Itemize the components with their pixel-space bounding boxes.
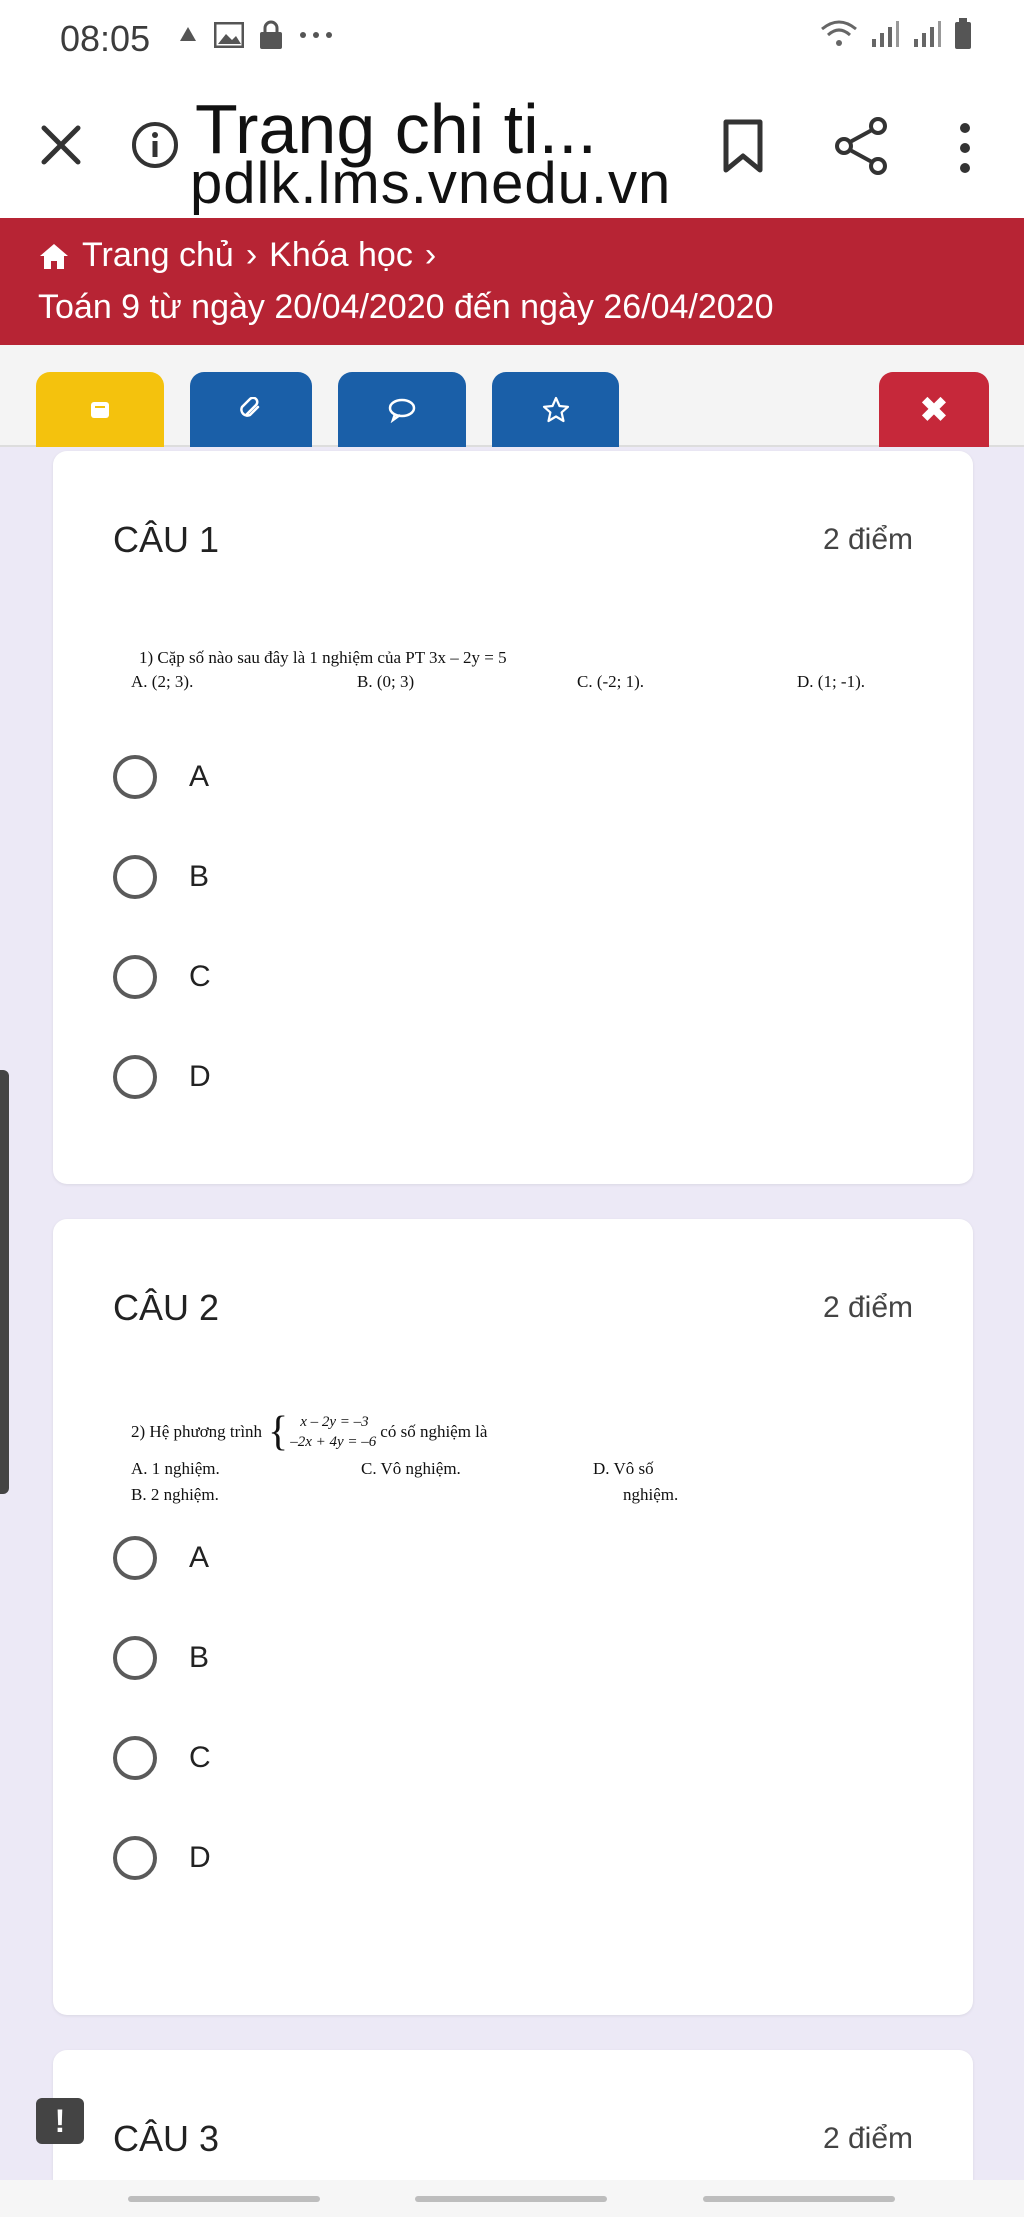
option-a[interactable] bbox=[113, 727, 211, 827]
radio-button[interactable] bbox=[113, 1055, 157, 1099]
breadcrumb-banner bbox=[0, 218, 1024, 345]
question-stem: 2) Hệ phương trình bbox=[131, 1422, 263, 1441]
status-time: 08:05 bbox=[60, 18, 151, 59]
question-title: CÂU 3 bbox=[113, 2118, 220, 2159]
status-bar bbox=[0, 0, 1024, 76]
answer-choice-text: D. (1; -1). bbox=[797, 672, 865, 691]
image-icon bbox=[214, 22, 244, 48]
question-title: CÂU 1 bbox=[113, 519, 220, 560]
tab-attachment[interactable] bbox=[190, 372, 312, 447]
breadcrumb-course[interactable]: Khóa học bbox=[269, 236, 413, 274]
radio-button[interactable] bbox=[113, 1536, 157, 1580]
battery-icon bbox=[954, 18, 972, 50]
option-d[interactable] bbox=[113, 1027, 211, 1127]
comment-icon bbox=[387, 397, 417, 423]
options-list bbox=[113, 1508, 211, 1908]
option-d[interactable] bbox=[113, 1808, 211, 1908]
option-label: A bbox=[189, 1541, 210, 1574]
chevron-right-icon: › bbox=[424, 236, 437, 274]
question-card-2 bbox=[53, 1219, 973, 2015]
feedback-button[interactable]: ! bbox=[36, 2098, 84, 2144]
tab-comment[interactable] bbox=[338, 372, 466, 447]
option-label: B bbox=[189, 1641, 210, 1674]
notification-icon bbox=[176, 23, 200, 47]
answer-choice-text: A. 1 nghiệm. bbox=[131, 1459, 220, 1478]
tab-notebook[interactable] bbox=[36, 372, 164, 447]
close-icon[interactable] bbox=[38, 122, 84, 168]
option-label: A bbox=[189, 760, 210, 793]
question-points: 2 điểm bbox=[822, 2122, 913, 2155]
question-stem: 1) Cặp số nào sau đây là 1 nghiệm của PT 3x – 2y = 5 bbox=[139, 648, 507, 667]
radio-button[interactable] bbox=[113, 855, 157, 899]
question-content bbox=[131, 648, 931, 696]
page-title: Trang chi ti... bbox=[195, 90, 597, 168]
option-c[interactable] bbox=[113, 927, 211, 1027]
nav-handle[interactable] bbox=[128, 2196, 320, 2202]
page-url[interactable]: pdlk.lms.vnedu.vn bbox=[190, 151, 672, 216]
lock-icon bbox=[258, 20, 284, 50]
home-icon bbox=[38, 241, 70, 271]
option-a[interactable] bbox=[113, 1508, 211, 1608]
question-points: 2 điểm bbox=[822, 1291, 913, 1324]
answer-choice-text: B. 2 nghiệm. bbox=[131, 1485, 219, 1504]
nav-handle[interactable] bbox=[415, 2196, 607, 2202]
answer-choice-text: nghiệm. bbox=[623, 1485, 679, 1504]
question-card-1 bbox=[53, 451, 973, 1184]
answer-choice-text: C. (-2; 1). bbox=[577, 672, 645, 691]
question-title: CÂU 2 bbox=[113, 1287, 220, 1328]
option-label: C bbox=[189, 960, 211, 993]
edge-panel-handle[interactable] bbox=[0, 1070, 9, 1494]
radio-button[interactable] bbox=[113, 1836, 157, 1880]
brace: { bbox=[268, 1409, 289, 1455]
answer-choice-text: C. Vô nghiệm. bbox=[361, 1459, 461, 1478]
answer-choice-text: D. Vô số bbox=[593, 1459, 654, 1478]
info-icon[interactable] bbox=[130, 120, 180, 170]
option-c[interactable] bbox=[113, 1708, 211, 1808]
paperclip-icon bbox=[238, 397, 264, 423]
radio-button[interactable] bbox=[113, 1736, 157, 1780]
question-card-3 bbox=[53, 2050, 973, 2180]
question-content bbox=[131, 1411, 931, 1509]
options-list bbox=[113, 727, 211, 1127]
app-bar bbox=[0, 76, 1024, 218]
radio-button[interactable] bbox=[113, 955, 157, 999]
signal-icon bbox=[870, 19, 900, 49]
gesture-nav-bar bbox=[0, 2180, 1024, 2217]
more-dots-icon bbox=[298, 30, 334, 40]
star-icon bbox=[541, 395, 571, 425]
equation-system bbox=[290, 1412, 376, 1452]
tab-close-button[interactable]: ✖ bbox=[879, 372, 989, 447]
tab-bar bbox=[0, 345, 1024, 447]
signal-icon bbox=[912, 19, 942, 49]
share-icon[interactable] bbox=[834, 116, 890, 176]
answer-choice-text: A. (2; 3). bbox=[131, 672, 194, 691]
question-points: 2 điểm bbox=[822, 523, 913, 556]
bookmark-icon[interactable] bbox=[720, 118, 766, 174]
wifi-icon bbox=[820, 19, 858, 49]
nav-handle[interactable] bbox=[703, 2196, 895, 2202]
equation-line: –2x + 4y = –6 bbox=[290, 1434, 377, 1450]
option-label: B bbox=[189, 860, 210, 893]
breadcrumb-home[interactable]: Trang chủ bbox=[82, 236, 234, 274]
option-b[interactable] bbox=[113, 827, 211, 927]
answer-choice-text: B. (0; 3) bbox=[357, 672, 415, 691]
option-b[interactable] bbox=[113, 1608, 211, 1708]
option-label: C bbox=[189, 1741, 211, 1774]
course-subtitle: Toán 9 từ ngày 20/04/2020 đến ngày 26/04/2020 bbox=[38, 288, 774, 326]
more-vert-icon[interactable] bbox=[950, 118, 980, 178]
option-label: D bbox=[189, 1841, 211, 1874]
tab-favorite[interactable] bbox=[492, 372, 619, 447]
radio-button[interactable] bbox=[113, 755, 157, 799]
radio-button[interactable] bbox=[113, 1636, 157, 1680]
breadcrumb bbox=[38, 236, 436, 275]
chevron-right-icon: › bbox=[245, 236, 258, 274]
question-stem-suffix: có số nghiệm là bbox=[380, 1422, 488, 1441]
option-label: D bbox=[189, 1060, 211, 1093]
notebook-icon bbox=[88, 398, 112, 422]
equation-line: x – 2y = –3 bbox=[300, 1414, 369, 1430]
